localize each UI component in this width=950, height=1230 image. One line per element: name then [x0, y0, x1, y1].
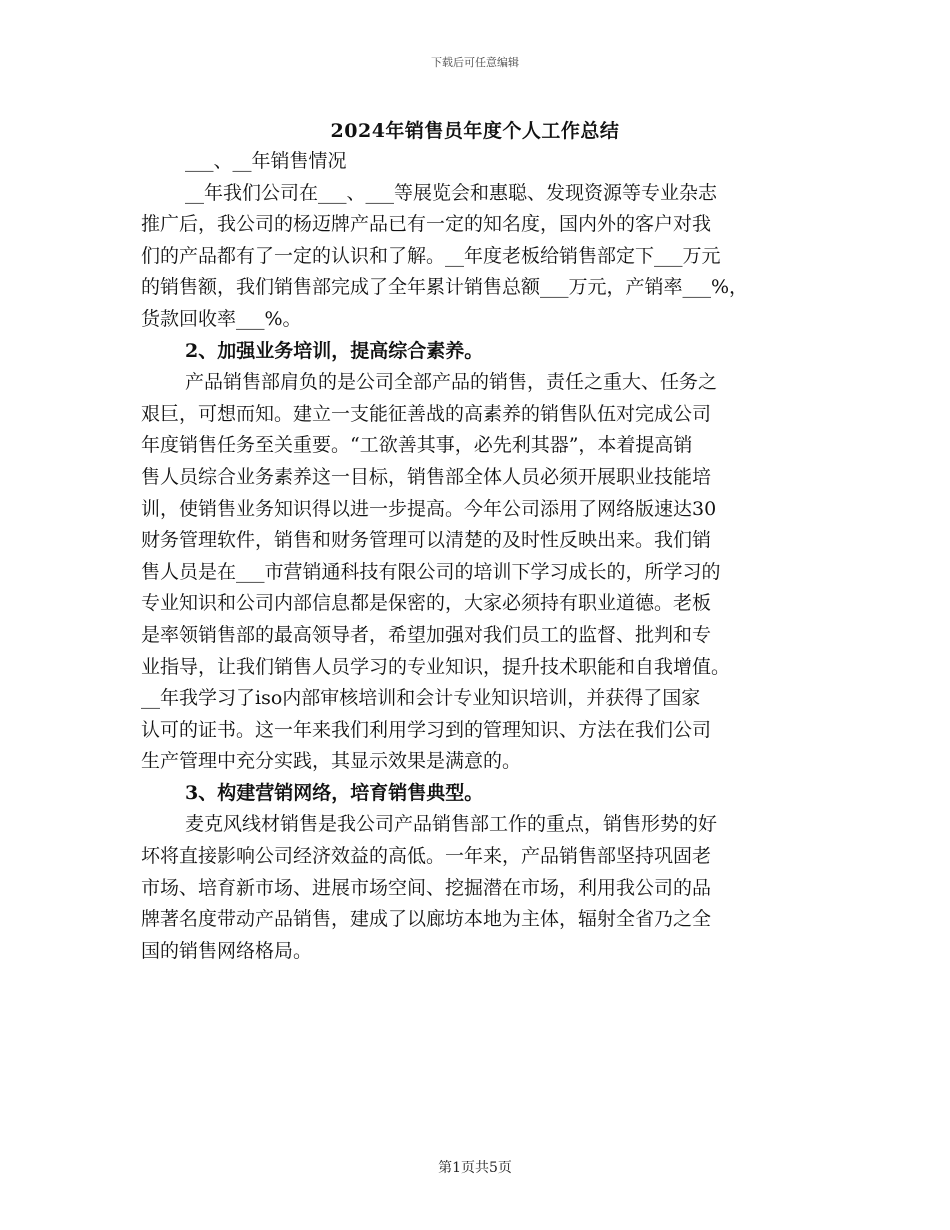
page-header-note: 下载后可任意编辑 [431, 56, 519, 69]
text-line: 财务管理软件，销售和财务管理可以清楚的及时性反映出来。我们销 [141, 529, 712, 552]
document-body [141, 146, 811, 967]
section-heading: 3、构建营销网络，培育销售典型。 [185, 781, 484, 804]
text-line: 麦克风线材销售是我公司产品销售部工作的重点，销售形势的好 [185, 813, 718, 836]
text-line: 售人员是在___市营销通科技有限公司的培训下学习成长的，所学习的 [141, 560, 721, 583]
text-line: 市场、培育新市场、进展市场空间、挖掘潜在市场，利用我公司的品 [141, 876, 712, 899]
text-line: __年我们公司在___、___等展览会和惠聪、发现资源等专业杂志 [185, 181, 718, 204]
text-line: 的销售额，我们销售部完成了全年累计销售总额___万元，产销率___%， [141, 276, 749, 299]
text-line: 产品销售部肩负的是公司全部产品的销售，责任之重大、任务之 [185, 371, 718, 394]
section-heading: 2、加强业务培训，提高综合素养。 [185, 339, 484, 362]
text-line: __年我学习了iso内部审核培训和会计专业知识培训，并获得了国家 [141, 687, 701, 710]
text-line: 售人员综合业务素养这一目标，销售部全体人员必须开展职业技能培 [141, 465, 712, 488]
document-title: 2024年销售员年度个人工作总结 [330, 120, 620, 142]
page-footer: 第1页共5页 [438, 1160, 512, 1176]
text-line: 们的产品都有了一定的认识和了解。__年度老板给销售部定下___万元 [141, 244, 721, 267]
text-line: 艰巨，可想而知。建立一支能征善战的高素养的销售队伍对完成公司 [141, 402, 712, 425]
text-line: 专业知识和公司内部信息都是保密的，大家必须持有职业道德。老板 [141, 592, 712, 615]
text-line: ___、__年销售情况 [185, 150, 347, 172]
text-line: 国的销售网络格局。 [141, 939, 313, 962]
text-line: 坏将直接影响公司经济效益的高低。一年来，产品销售部坚持巩固老 [141, 845, 712, 868]
text-line: 业指导，让我们销售人员学习的专业知识，提升技术职能和自我增值。 [141, 655, 731, 678]
text-line: 生产管理中充分实践，其显示效果是满意的。 [141, 750, 522, 773]
text-line: 牌著名度带动产品销售，建成了以廊坊本地为主体，辐射全省乃之全 [141, 908, 712, 931]
text-line: 货款回收率___%。 [141, 307, 302, 330]
text-line: 年度销售任务至关重要。“工欲善其事，必先利其器”，本着提高销 [141, 434, 693, 457]
text-line: 训，使销售业务知识得以进一步提高。今年公司添用了网络版速达30 [141, 497, 717, 520]
text-line: 推广后，我公司的杨迈牌产品已有一定的知名度，国内外的客户对我 [141, 213, 712, 236]
text-line: 认可的证书。这一年来我们利用学习到的管理知识、方法在我们公司 [141, 718, 712, 741]
text-line: 是率领销售部的最高领导者，希望加强对我们员工的监督、批判和专 [141, 623, 712, 646]
